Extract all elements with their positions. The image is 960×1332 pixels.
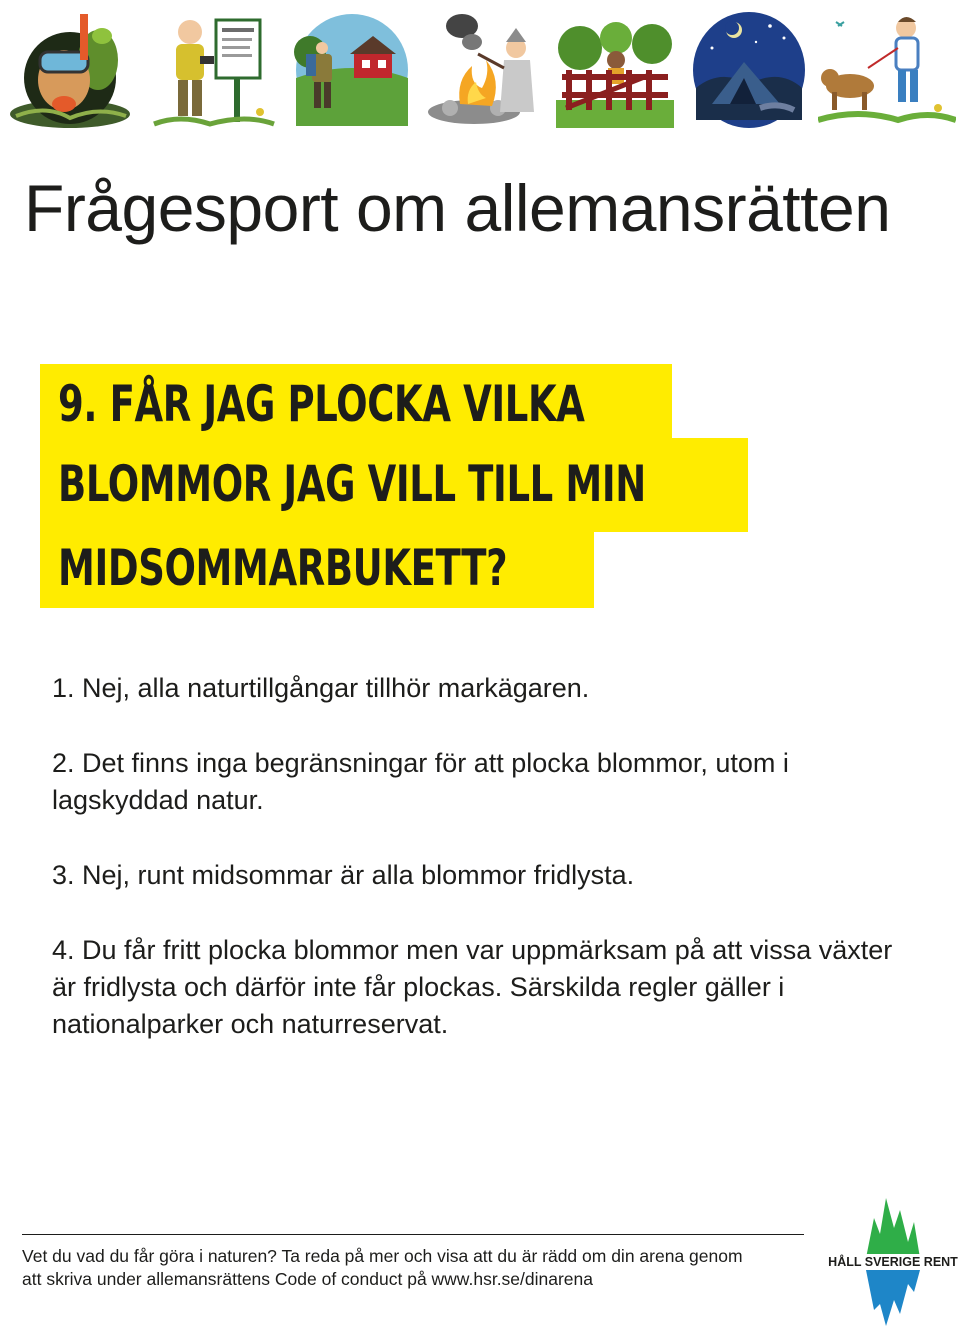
answer-option-3[interactable]: 3. Nej, runt midsommar är alla blommor fridlysta. — [52, 860, 635, 890]
illustration-strip — [0, 0, 960, 140]
tent-night-icon — [690, 8, 808, 132]
hiker-reading-sign-icon — [150, 8, 278, 132]
footer-text — [22, 1245, 822, 1291]
hall-sverige-rent-logo — [828, 1192, 958, 1328]
question-line: BLOMMOR JAG VILL TILL MIN — [58, 455, 646, 513]
campfire-icon — [420, 8, 544, 132]
page-title: Frågesport om allemansrätten — [24, 171, 891, 245]
question-line: 9. FÅR JAG PLOCKA VILKA — [58, 375, 585, 433]
footer-divider — [22, 1234, 804, 1235]
hiker-red-house-icon — [292, 8, 410, 132]
answer-list — [52, 670, 912, 1081]
answer-option-4[interactable]: 4. Du får fritt plocka blommor men var uppmärksam på att vissa växter är fridlysta och därför inte får plockas. Särskilda regler gäller i nationalparker och naturreservat. — [52, 935, 893, 1039]
snorkel-frog-icon — [6, 8, 134, 132]
gate-icon — [556, 8, 674, 132]
footer-line-2: att skriva under allemansrättens Code of conduct på www.hsr.se/dinarena — [22, 1269, 594, 1289]
answer-option-2[interactable]: 2. Det finns inga begränsningar för att plocka blommor, utom i lagskyddad natur. — [52, 748, 789, 815]
answer-option-1[interactable]: 1. Nej, alla naturtillgångar tillhör markägaren. — [52, 673, 590, 703]
question-line: MIDSOMMARBUKETT? — [58, 539, 508, 597]
logo-text: HÅLL SVERIGE RENT — [828, 1255, 958, 1269]
footer-line-1: Vet du vad du får göra i naturen? Ta reda på mer och visa att du är rädd om din arena genom — [22, 1246, 743, 1266]
dog-walker-icon — [818, 8, 956, 132]
